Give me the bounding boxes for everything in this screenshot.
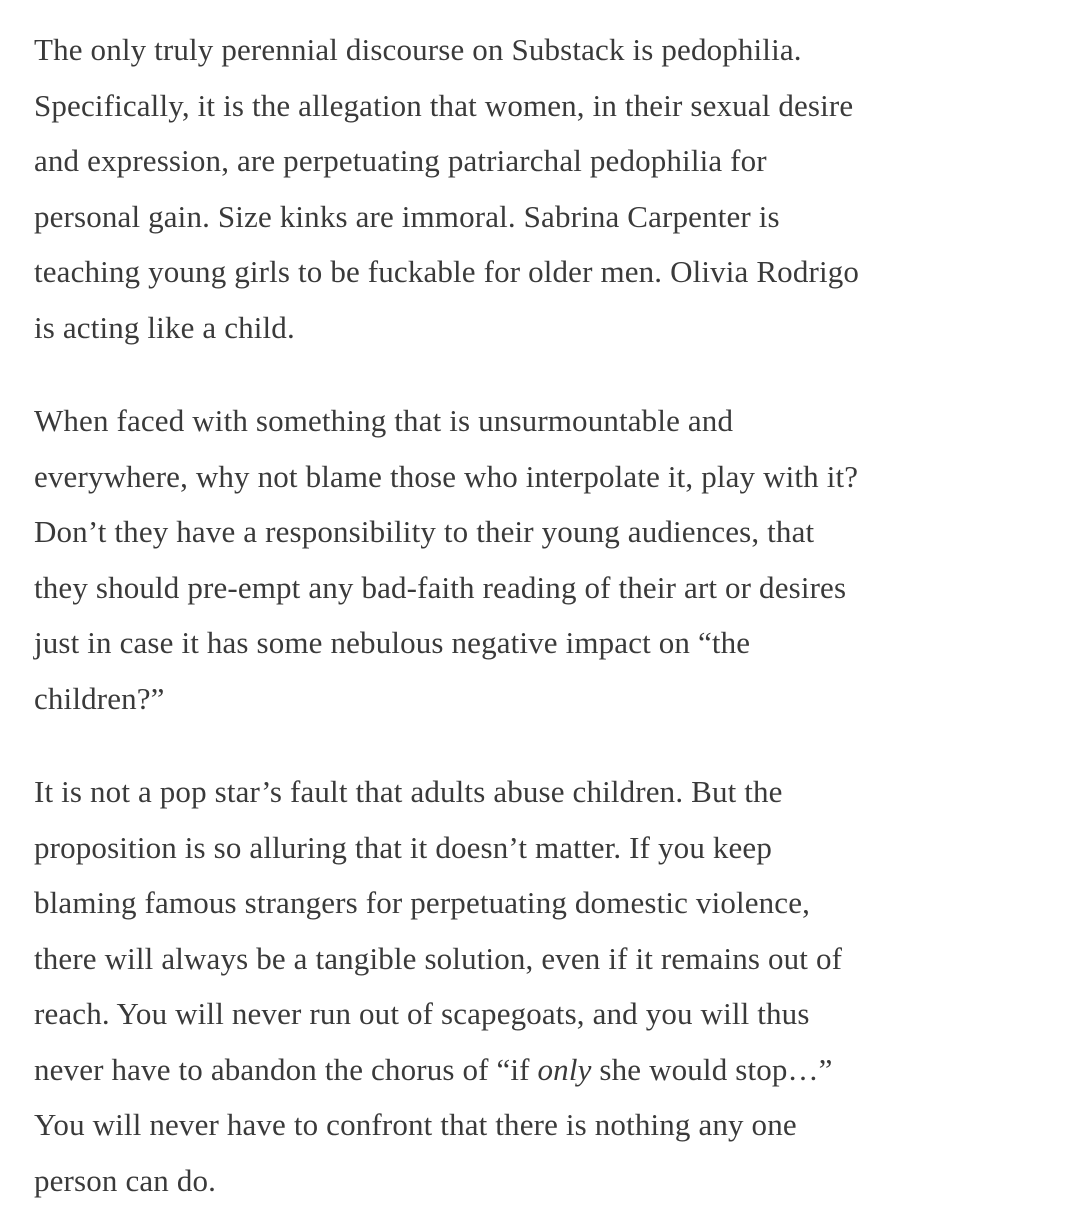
text-line: person can do. xyxy=(34,1153,1064,1208)
text-line: just in case it has some nebulous negative impact on “the xyxy=(34,615,1064,671)
text-line: proposition is so alluring that it doesn’t matter. If you keep xyxy=(34,820,1064,876)
text-line: Don’t they have a responsibility to their young audiences, that xyxy=(34,504,1064,560)
text-line: everywhere, why not blame those who interpolate it, play with it? xyxy=(34,449,1064,505)
text-line: It is not a pop star’s fault that adults abuse children. But the xyxy=(34,764,1064,820)
paragraph-2 xyxy=(34,393,1064,726)
text-segment: she would stop…” xyxy=(592,1052,833,1087)
text-line: When faced with something that is unsurmountable and xyxy=(34,393,1064,449)
text-line-with-emphasis xyxy=(34,1042,1064,1098)
text-segment: never have to abandon the chorus of “if xyxy=(34,1052,538,1087)
text-line: children?” xyxy=(34,671,1064,727)
article-body xyxy=(34,22,1064,1208)
paragraph-3 xyxy=(34,764,1064,1208)
text-line: and expression, are perpetuating patriarchal pedophilia for xyxy=(34,133,1064,189)
emphasized-word: only xyxy=(538,1052,592,1087)
text-line: Specifically, it is the allegation that women, in their sexual desire xyxy=(34,78,1064,134)
text-line: reach. You will never run out of scapegoats, and you will thus xyxy=(34,986,1064,1042)
text-line: is acting like a child. xyxy=(34,300,1064,356)
text-line: teaching young girls to be fuckable for older men. Olivia Rodrigo xyxy=(34,244,1064,300)
text-line: personal gain. Size kinks are immoral. Sabrina Carpenter is xyxy=(34,189,1064,245)
paragraph-1 xyxy=(34,22,1064,355)
text-line: they should pre-empt any bad-faith reading of their art or desires xyxy=(34,560,1064,616)
text-line: there will always be a tangible solution, even if it remains out of xyxy=(34,931,1064,987)
text-line: You will never have to confront that there is nothing any one xyxy=(34,1097,1064,1153)
text-line: The only truly perennial discourse on Substack is pedophilia. xyxy=(34,22,1064,78)
text-line: blaming famous strangers for perpetuating domestic violence, xyxy=(34,875,1064,931)
